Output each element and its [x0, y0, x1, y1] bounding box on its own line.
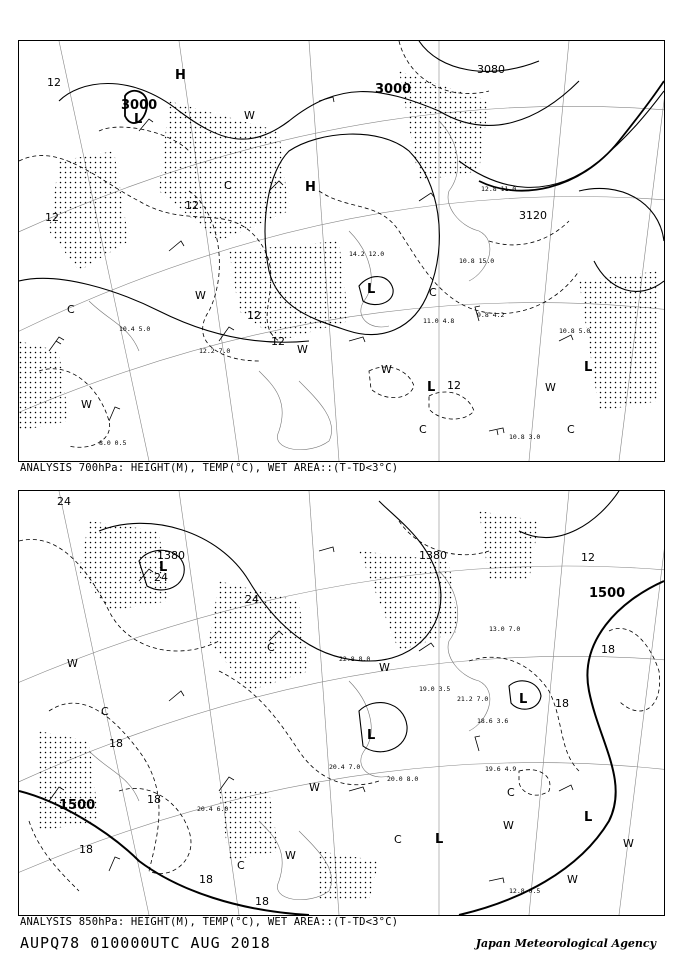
high-marker: H — [175, 68, 186, 83]
temp-label: 12 — [271, 335, 285, 348]
station-value: 9.8 4.2 — [477, 311, 505, 319]
station-value: 13.0 7.0 — [489, 625, 521, 633]
temp-label: 18 — [199, 873, 213, 886]
station-value: 22.8 8.0 — [339, 655, 371, 663]
station-value: 12.8 0.5 — [509, 887, 541, 895]
warm-marker: W — [309, 781, 320, 794]
cold-marker: C — [67, 303, 75, 316]
high-marker: H — [305, 180, 316, 195]
low-marker: L — [427, 380, 436, 395]
warm-marker: W — [195, 289, 206, 302]
temp-label: 18 — [109, 737, 123, 750]
temp-label: 18 — [601, 643, 615, 656]
warm-marker: W — [81, 398, 92, 411]
low-marker: L — [584, 360, 593, 375]
station-value: 20.0 8.0 — [387, 775, 419, 783]
station-value: 10.4 5.0 — [119, 325, 151, 333]
warm-marker: W — [285, 849, 296, 862]
station-value: 12.2 7.0 — [199, 347, 231, 355]
low-marker: L — [519, 692, 528, 707]
warm-marker: W — [381, 363, 392, 376]
height-label: 3000 — [375, 82, 412, 97]
warm-marker: W — [623, 837, 634, 850]
cold-marker: C — [394, 833, 402, 846]
cold-marker: C — [429, 286, 437, 299]
height-label: 1380 — [419, 549, 447, 562]
temp-label: 12 — [45, 211, 59, 224]
warm-marker: W — [67, 657, 78, 670]
station-value: 14.2 12.0 — [349, 250, 385, 258]
warm-marker: W — [297, 343, 308, 356]
cold-marker: C — [101, 705, 109, 718]
temp-label: 12 — [581, 551, 595, 564]
wet-areas — [39, 511, 539, 901]
warm-marker: W — [567, 873, 578, 886]
chart-850hpa — [18, 490, 665, 916]
temp-label: 18 — [255, 895, 269, 908]
temp-label: 12 — [247, 309, 261, 322]
caption-850hpa: ANALYSIS 850hPa: HEIGHT(M), TEMP(°C), WET AREA::(T-TD<3°C) — [20, 916, 399, 928]
cold-marker: C — [224, 179, 232, 192]
low-marker: L — [584, 810, 593, 825]
wet-areas — [19, 71, 659, 431]
station-value: 8.0 0.5 — [99, 439, 127, 447]
graticule — [19, 41, 664, 461]
station-value: 10.8 15.0 — [459, 257, 495, 265]
station-value: 11.0 4.8 — [423, 317, 455, 325]
warm-marker: W — [379, 661, 390, 674]
low-marker: L — [435, 832, 444, 847]
chart-700hpa-map — [19, 41, 664, 461]
temp-label: 12 — [47, 76, 61, 89]
temp-label: 18 — [555, 697, 569, 710]
station-value: 10.8 3.0 — [509, 433, 541, 441]
cold-marker: C — [237, 859, 245, 872]
cold-marker: C — [507, 786, 515, 799]
height-label: 1380 — [157, 549, 185, 562]
station-value: 12.8 11.0 — [481, 185, 517, 193]
warm-marker: W — [244, 109, 255, 122]
pressure-systems — [67, 560, 634, 886]
height-label: 3120 — [519, 209, 547, 222]
low-marker: L — [159, 560, 168, 575]
chart-code: AUPQ78 010000UTC AUG 2018 — [20, 934, 271, 952]
low-marker: L — [367, 728, 376, 743]
height-label: 1500 — [589, 586, 626, 601]
chart-700hpa — [18, 40, 665, 462]
agency-name: Japan Meteorological Agency — [475, 937, 656, 950]
station-value: 21.2 7.0 — [457, 695, 489, 703]
station-value: 10.8 5.0 — [559, 327, 591, 335]
temp-label: 12 — [185, 199, 199, 212]
temp-label: 18 — [79, 843, 93, 856]
height-label: 3080 — [477, 63, 505, 76]
height-label: 1500 — [59, 798, 96, 813]
chart-850hpa-map — [19, 491, 664, 915]
station-value: 19.6 4.9 — [485, 765, 517, 773]
station-value: 19.0 3.5 — [419, 685, 451, 693]
warm-marker: W — [545, 381, 556, 394]
temp-label: 18 — [147, 793, 161, 806]
temp-label: 24 — [245, 593, 259, 606]
temp-label: 12 — [447, 379, 461, 392]
cold-marker: C — [267, 641, 275, 654]
temp-label: 24 — [57, 495, 71, 508]
temp-label: 24 — [154, 571, 168, 584]
station-value: 18.6 3.6 — [477, 717, 509, 725]
low-marker: L — [367, 282, 376, 297]
cold-marker: C — [567, 423, 575, 436]
low-marker: L — [134, 112, 143, 127]
station-value: 20.4 7.0 — [329, 763, 361, 771]
warm-marker: W — [503, 819, 514, 832]
height-label: 3000 — [121, 98, 158, 113]
cold-marker: C — [419, 423, 427, 436]
station-value: 20.4 6.0 — [197, 805, 229, 813]
caption-700hpa: ANALYSIS 700hPa: HEIGHT(M), TEMP(°C), WET AREA::(T-TD<3°C) — [20, 462, 399, 474]
